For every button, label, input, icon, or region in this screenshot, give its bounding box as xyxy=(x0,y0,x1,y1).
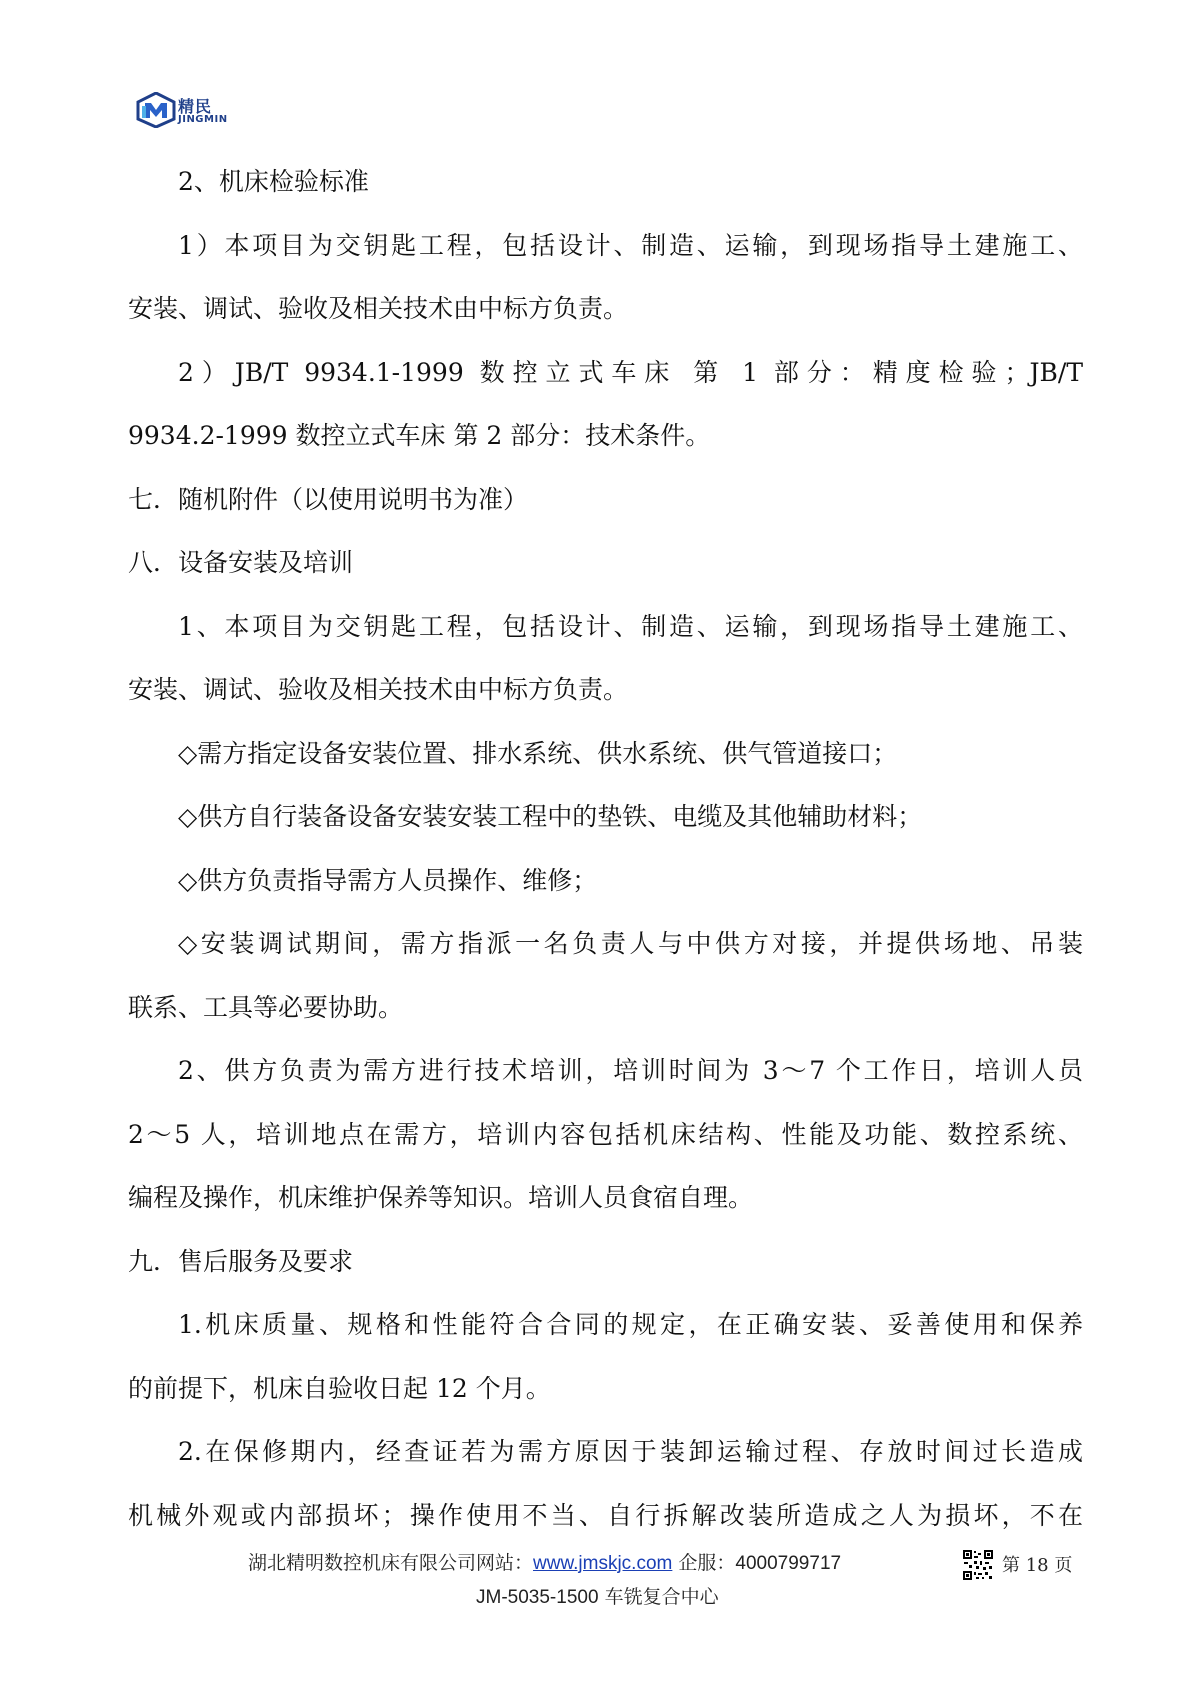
paragraph-exclusion-line1: 2.在保修期内，经查证若为需方原因于装卸运输过程、存放时间过长造成 xyxy=(178,1437,1083,1466)
qr-code-icon xyxy=(962,1549,994,1581)
footer-service-tel: 4000799717 xyxy=(735,1553,842,1574)
company-logo xyxy=(136,92,246,132)
footer-model-desc: 车铣复合中心 xyxy=(598,1586,719,1608)
jingmin-logo-icon xyxy=(136,92,176,128)
paragraph-warranty-line2: 的前提下，机床自验收日起 12 个月。 xyxy=(128,1373,551,1403)
paragraph-item2-line2: 9934.2-1999 数控立式车床 第 2 部分：技术条件。 xyxy=(128,421,711,450)
paragraph-training-line1: 2、供方负责为需方进行技术培训，培训时间为 3～7 个工作日，培训人员 xyxy=(178,1056,1083,1085)
section-heading-accessories: 七．随机附件（以使用说明书为准） xyxy=(128,484,529,514)
logo-chinese-text: 精民 xyxy=(178,97,213,116)
bullet-item: ◇供方负责指导需方人员操作、维修； xyxy=(178,865,598,895)
paragraph-item1-line2: 安装、调试、验收及相关技术由中标方负责。 xyxy=(128,294,629,323)
section-heading-installation-training: 八．设备安装及培训 xyxy=(128,548,354,577)
bullet-item-line1: ◇安装调试期间，需方指派一名负责人与中供方对接，并提供场地、吊装 xyxy=(178,929,1083,958)
paragraph-training-line2: 2～5 人，培训地点在需方，培训内容包括机床结构、性能及功能、数控系统、 xyxy=(128,1119,1083,1149)
footer-model-code: JM-5035-1500 xyxy=(476,1587,599,1608)
logo-english-text: JINGMIN xyxy=(178,114,228,125)
bullet-item: ◇需方指定设备安装位置、排水系统、供水系统、供气管道接口； xyxy=(178,738,898,768)
paragraph-install-line1: 1、本项目为交钥匙工程，包括设计、制造、运输，到现场指导土建施工、 xyxy=(178,611,1083,641)
page-number: 第 18 页 xyxy=(1002,1555,1073,1576)
paragraph-inspection-standard-heading: 2、机床检验标准 xyxy=(178,167,369,196)
footer-model-line xyxy=(476,1582,719,1609)
paragraph-exclusion-line2: 机械外观或内部损坏；操作使用不当、自行拆解改装所造成之人为损坏，不在 xyxy=(128,1500,1083,1530)
footer-company-line xyxy=(248,1548,841,1575)
paragraph-warranty-line1: 1.机床质量、规格和性能符合合同的规定，在正确安装、妥善使用和保养 xyxy=(178,1310,1083,1339)
footer-service-label: 企服： xyxy=(672,1552,736,1574)
paragraph-training-line3: 编程及操作，机床维护保养等知识。培训人员食宿自理。 xyxy=(128,1183,754,1212)
paragraph-install-line2: 安装、调试、验收及相关技术由中标方负责。 xyxy=(128,675,629,704)
document-body xyxy=(128,150,1083,1547)
bullet-item-line2: 联系、工具等必要协助。 xyxy=(128,992,404,1022)
footer-website-link[interactable]: www.jmskjc.com xyxy=(533,1553,673,1574)
paragraph-item1-line1: 1）本项目为交钥匙工程，包括设计、制造、运输，到现场指导土建施工、 xyxy=(178,230,1083,260)
section-heading-after-sales: 九．售后服务及要求 xyxy=(128,1246,354,1276)
footer-company-name: 湖北精明数控机床有限公司网站： xyxy=(248,1552,534,1574)
paragraph-item2-line1: 2）JB/T 9934.1-1999 数控立式车床 第 1 部分：精度检验；JB/T xyxy=(178,357,1083,387)
bullet-item: ◇供方自行装备设备安装安装工程中的垫铁、电缆及其他辅助材料； xyxy=(178,802,923,831)
